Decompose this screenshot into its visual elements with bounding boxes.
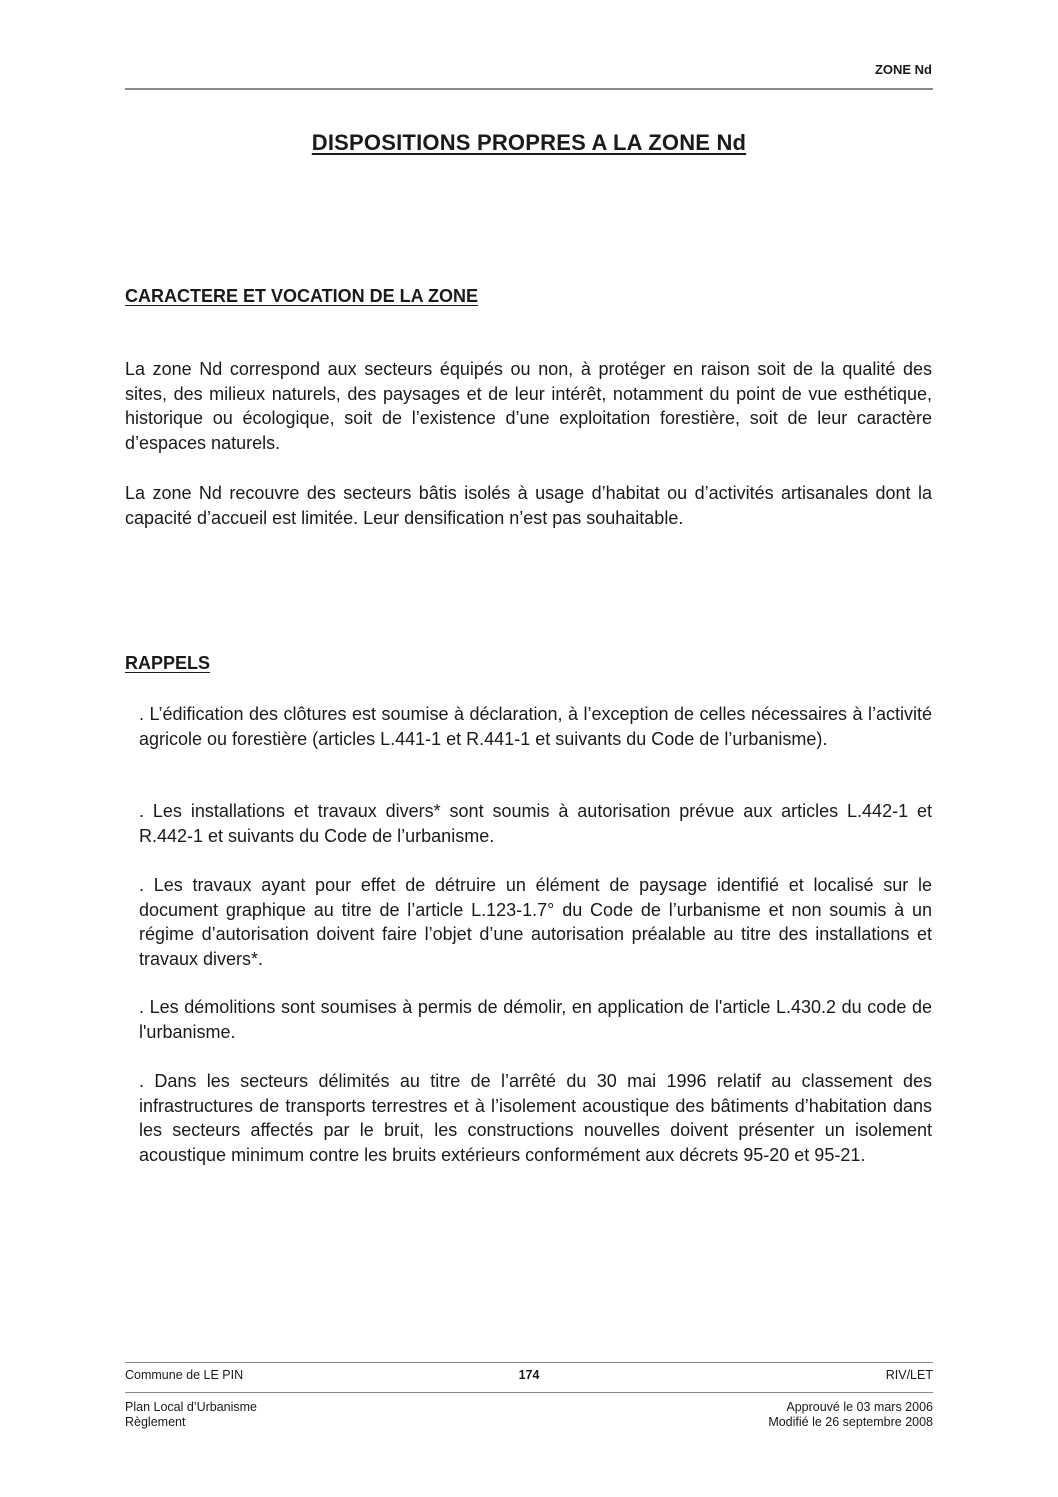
rappel-item-acoustique: . Dans les secteurs délimités au titre de l’arrêté du 30 mai 1996 relatif au classement des infrastructures de transports terrestres et à l’isolement acoustique des bâtiments d’habitation dans les secteurs affectés par le bruit, les constructions nouvelles doivent présenter un isolement acoustique minimum contre les bruits extérieurs conformément aux décrets 95-20 et 95-21. xyxy=(139,1071,932,1165)
rappel-item-paysage: . Les travaux ayant pour effet de détruire un élément de paysage identifié et localisé sur le document graphique au titre de l’article L.123-1.7° du Code de l’urbanisme et non soumis à un régime d’autorisation doivent faire l’objet d’une autorisation préalable au titre des installations et travaux divers*. xyxy=(139,875,932,969)
footer-reference: RIV/LET xyxy=(885,1368,933,1382)
footer-commune: Commune de LE PIN xyxy=(125,1368,244,1382)
footer-divider-top xyxy=(125,1362,933,1363)
header-divider xyxy=(125,88,933,90)
footer-plan-title: Plan Local d’Urbanisme xyxy=(125,1400,258,1414)
footer-page-number: 174 xyxy=(518,1368,540,1382)
footer-approved-date: Approuvé le 03 mars 2006 xyxy=(786,1400,933,1414)
page-title: DISPOSITIONS PROPRES A LA ZONE Nd xyxy=(311,130,747,155)
section-heading-rappels: RAPPELS xyxy=(125,653,211,673)
rappel-item-demolitions: . Les démolitions sont soumises à permis de démolir, en application de l'article L.430.2 du code de l'urbanisme. xyxy=(139,997,932,1042)
footer-plan-subtitle: Règlement xyxy=(125,1415,186,1429)
paragraph-caractere-1: La zone Nd correspond aux secteurs équipés ou non, à protéger en raison soit de la qualité des sites, des milieux naturels, des paysages et de leur intérêt, notamment du point de vue esthétique, historique ou écologique, soit de l’existence d’une exploitation forestière, soit de leur caractère d’espaces naturels. xyxy=(125,359,932,453)
header-zone-label: ZONE Nd xyxy=(874,62,932,77)
rappel-item-clotures: . L’édification des clôtures est soumise à déclaration, à l’exception de celles nécessaires à l’activité agricole ou forestière (articles L.441-1 et R.441-1 et suivants du Code de l’urbanisme). xyxy=(139,704,932,749)
rappel-item-installations: . Les installations et travaux divers* sont soumis à autorisation prévue aux articles L.442-1 et R.442-1 et suivants du Code de l’urbanisme. xyxy=(139,801,932,846)
footer-modified-date: Modifié le 26 septembre 2008 xyxy=(768,1415,933,1429)
paragraph-caractere-2: La zone Nd recouvre des secteurs bâtis isolés à usage d’habitat ou d’activités artisanales dont la capacité d’accueil est limitée. Leur densification n’est pas souhaitable. xyxy=(125,483,932,528)
footer-divider-bottom xyxy=(125,1392,933,1393)
section-heading-caractere: CARACTERE ET VOCATION DE LA ZONE xyxy=(125,286,479,306)
